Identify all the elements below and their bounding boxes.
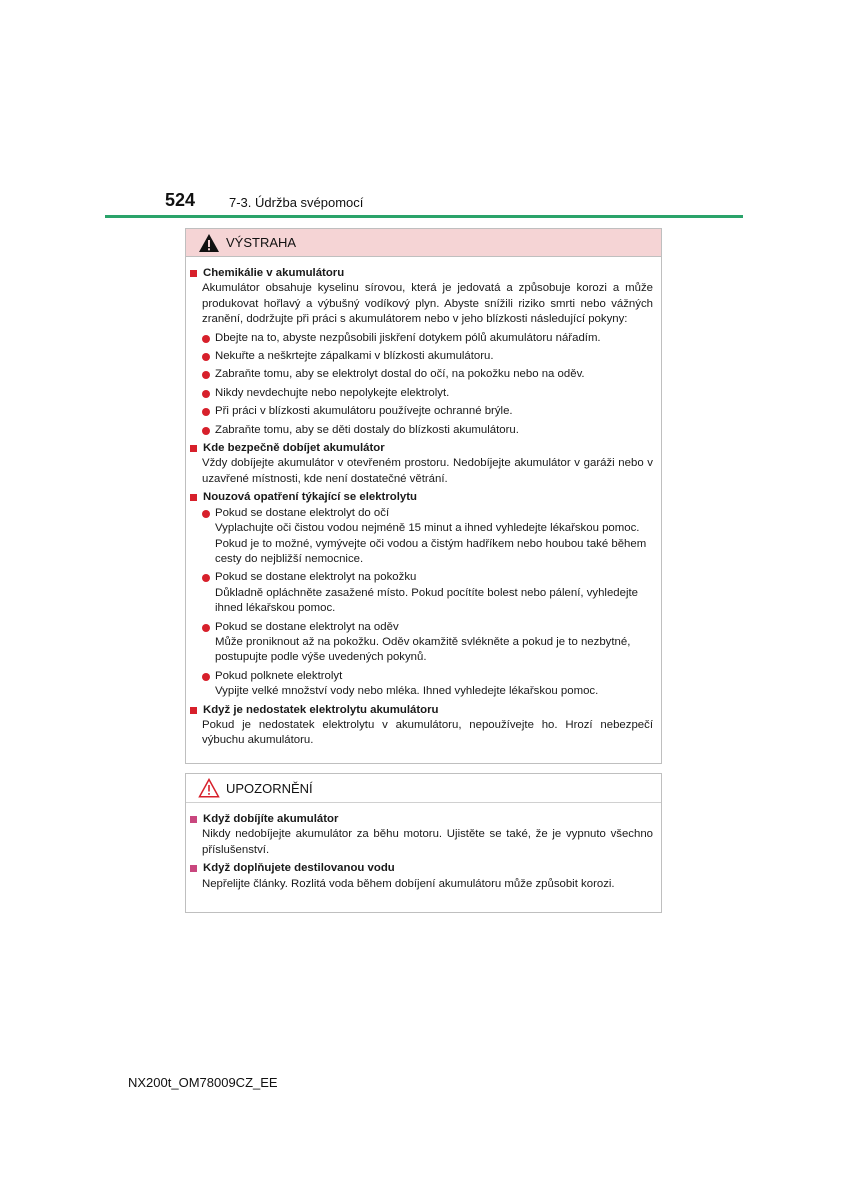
dot-bullet-icon <box>202 673 210 681</box>
item-title-kde: Kde bezpečně dobíjet akumulátor <box>190 441 653 456</box>
list-item: Pokud polknete elektrolyt Vypijte velké množství vody nebo mléka. Ihned vyhledejte lékařskou pomoc. <box>202 669 653 700</box>
list-item: Pokud se dostane elektrolyt na pokožku Důkladně opláchněte zasažené místo. Pokud pocítíte bolest nebo pálení, vyhledejte ihned lékařskou pomoc. <box>202 570 653 616</box>
item-title-nouzova: Nouzová opatření týkající se elektrolytu <box>190 490 653 505</box>
square-bullet-icon <box>190 865 197 872</box>
section-title: 7-3. Údržba svépomocí <box>229 195 364 210</box>
caution-header <box>186 774 661 803</box>
dot-bullet-icon <box>202 427 210 435</box>
list-item: Zabraňte tomu, aby se děti dostaly do blízkosti akumulátoru. <box>202 423 653 438</box>
paragraph: Pokud je nedostatek elektrolytu v akumulátoru, nepoužívejte ho. Hrozí nebezpečí výbuchu akumulátoru. <box>202 718 653 747</box>
paragraph: Akumulátor obsahuje kyselinu sírovou, která je jedovatá a způsobuje korozi a může produkovat hořlavý a výbušný vodíkový plyn. Abyste snížili riziko smrti nebo vážných zranění, dodržujte při práci s akumulátorem nebo v jeho blízkosti následující pokyny: <box>202 282 653 326</box>
dot-bullet-icon <box>202 371 210 379</box>
square-bullet-icon <box>190 270 197 277</box>
list-item: Nekuřte a neškrtejte zápalkami v blízkosti akumulátoru. <box>202 349 653 364</box>
item-title-nedostatek: Když je nedostatek elektrolytu akumulátoru <box>190 703 653 718</box>
item-title-doplnujete: Když doplňujete destilovanou vodu <box>190 861 653 876</box>
dot-bullet-icon <box>202 390 210 398</box>
list-item: Pokud se dostane elektrolyt na oděv Může proniknout až na pokožku. Oděv okamžitě svlékněte a pokud je to nezbytné, postupujte podle výše uvedených pokynů. <box>202 620 653 666</box>
header-rule <box>105 215 743 218</box>
dot-bullet-icon <box>202 408 210 416</box>
square-bullet-icon <box>190 707 197 714</box>
dot-bullet-icon <box>202 624 210 632</box>
list-item: Nikdy nevdechujte nebo nepolykejte elektrolyt. <box>202 386 653 401</box>
document-code: NX200t_OM78009CZ_EE <box>128 1075 278 1090</box>
warning-body <box>186 257 661 749</box>
warning-header <box>186 229 661 257</box>
caution-triangle-icon <box>198 778 220 798</box>
paragraph: Nepřelijte články. Rozlitá voda během dobíjení akumulátoru může způsobit korozi. <box>202 877 615 890</box>
caution-body <box>186 803 661 892</box>
dot-bullet-icon <box>202 510 210 518</box>
list-item: Při práci v blízkosti akumulátoru používejte ochranné brýle. <box>202 404 653 419</box>
warning-box <box>185 228 662 764</box>
list-item: Dbejte na to, abyste nezpůsobili jiskření dotykem pólů akumulátoru nářadím. <box>202 331 653 346</box>
caution-box <box>185 773 662 913</box>
page-number: 524 <box>165 190 196 210</box>
dot-bullet-icon <box>202 353 210 361</box>
caution-title: UPOZORNĚNÍ <box>226 780 313 796</box>
square-bullet-icon <box>190 445 197 452</box>
dot-bullet-icon <box>202 335 210 343</box>
paragraph: Nikdy nedobíjejte akumulátor za běhu motoru. Ujistěte se také, že je vypnuto všechno příslušenství. <box>202 828 653 856</box>
square-bullet-icon <box>190 816 197 823</box>
item-title-dobijite: Když dobíjíte akumulátor <box>190 812 653 827</box>
list-item: Zabraňte tomu, aby se elektrolyt dostal do očí, na pokožku nebo na oděv. <box>202 367 653 382</box>
paragraph: Vždy dobíjejte akumulátor v otevřeném prostoru. Nedobíjejte akumulátor v garáži nebo v uzavřené místnosti, kde není dostatečné větrání. <box>202 457 653 485</box>
warning-title: VÝSTRAHA <box>226 235 297 250</box>
page-header <box>0 0 848 220</box>
square-bullet-icon <box>190 494 197 501</box>
item-title-chemikalie: Chemikálie v akumulátoru <box>190 266 653 281</box>
list-item: Pokud se dostane elektrolyt do očí Vyplachujte oči čistou vodou nejméně 15 minut a ihned vyhledejte lékařskou pomoc. Pokud je to možné, vymývejte oči vodou a čistým hadříkem nebo houbou také během cesty do nejbližší nemocnice. <box>202 506 653 568</box>
warning-triangle-icon <box>198 233 220 253</box>
dot-bullet-icon <box>202 574 210 582</box>
